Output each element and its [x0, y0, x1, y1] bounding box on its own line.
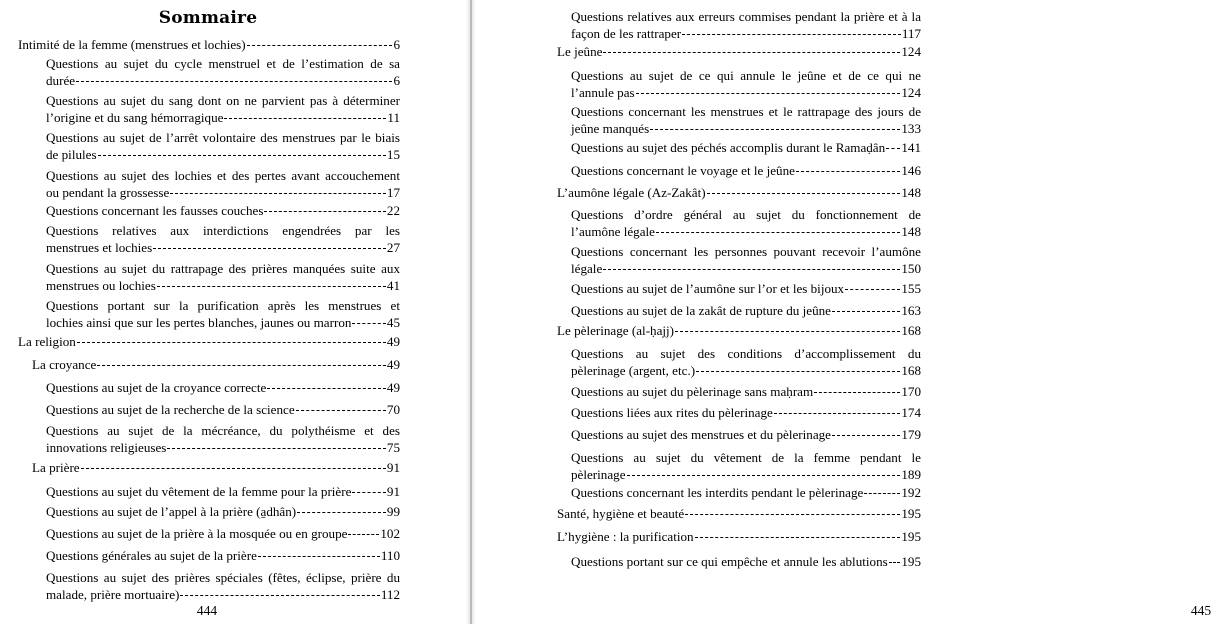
toc-page-number: 6 — [393, 37, 400, 52]
dot-leader — [180, 595, 379, 596]
toc-page-number: 174 — [901, 405, 921, 420]
toc-entry-line — [571, 8, 921, 25]
page-number-right: 445 — [1190, 603, 1212, 618]
toc-entry — [571, 243, 921, 277]
dot-leader — [267, 388, 386, 389]
toc-entry-line — [46, 260, 400, 277]
toc-entry — [46, 503, 400, 520]
dot-leader — [656, 232, 900, 233]
toc-page-number: 99 — [386, 504, 400, 519]
toc-entry — [46, 401, 400, 418]
toc-entry-line — [46, 277, 400, 294]
toc-entry-text: légale — [571, 261, 603, 276]
dot-leader — [682, 34, 901, 35]
dot-leader — [76, 81, 392, 82]
toc-page-number: 189 — [901, 467, 921, 482]
toc-entry-line — [557, 43, 921, 60]
toc-entry-text: Questions au sujet du sang dont on ne parvient pas à déterminer — [46, 93, 400, 108]
toc-entry — [46, 129, 400, 163]
toc-entry-line — [557, 528, 921, 545]
toc-page-number: 91 — [386, 460, 400, 475]
toc-page-number: 141 — [901, 140, 921, 155]
dot-leader — [796, 171, 900, 172]
toc-page-number: 163 — [901, 303, 921, 318]
toc-page-number: 41 — [386, 278, 400, 293]
toc-entry-line — [571, 103, 921, 120]
toc-entry-text: Questions au sujet de l’aumône sur l’or et les bijoux — [571, 281, 845, 296]
dot-leader — [98, 155, 386, 156]
toc-entry-text: Questions au sujet du rattrapage des prières manquées suite aux — [46, 261, 400, 276]
toc-page-number: 49 — [386, 357, 400, 372]
toc-entry — [46, 55, 400, 89]
dot-leader — [296, 410, 386, 411]
dot-leader — [889, 562, 901, 563]
toc-entry-text: Questions portant sur la purification après les menstrues et — [46, 298, 400, 313]
dot-leader — [832, 311, 900, 312]
toc-entry-line — [571, 25, 921, 42]
toc-entry-line — [571, 449, 921, 466]
toc-section-heading — [557, 43, 921, 60]
toc-entry-line — [571, 553, 921, 570]
toc-entry-line — [571, 383, 921, 400]
toc-entry-text: Questions liées aux rites du pèlerinage — [571, 405, 773, 420]
toc-entry-text: façon de les rattraper — [571, 26, 682, 41]
toc-entry-line — [46, 379, 400, 396]
toc-entry — [571, 383, 921, 400]
toc-entry-text: Questions au sujet de la recherche de la science — [46, 402, 295, 417]
dot-leader — [814, 392, 900, 393]
toc-entry-line — [46, 109, 400, 126]
toc-entry-line — [571, 345, 921, 362]
toc-entry-text: l’origine et du sang hémorragique — [46, 110, 224, 125]
toc-section-heading — [32, 356, 400, 373]
toc-entry — [46, 422, 400, 456]
toc-page-number: 45 — [386, 315, 400, 330]
toc-entry-line — [571, 120, 921, 137]
toc-page-number: 150 — [901, 261, 921, 276]
toc-page-number: 195 — [901, 554, 921, 569]
toc-entry-line — [46, 525, 400, 542]
toc-entry-text: lochies ainsi que sur les pertes blanches, jaunes ou marron — [46, 315, 352, 330]
toc-entry-text: Le pèlerinage (al-ḥajj) — [557, 323, 675, 338]
toc-entry-line — [571, 206, 921, 223]
toc-page-number: 27 — [386, 240, 400, 255]
toc-entry — [571, 162, 921, 179]
toc-entry-line — [46, 439, 400, 456]
toc-entry-line — [46, 92, 400, 109]
dot-leader — [153, 248, 386, 249]
toc-section-heading — [557, 184, 921, 201]
toc-entry-text: Questions d’ordre général au sujet du fonctionnement de — [571, 207, 921, 222]
toc-page-number: 49 — [386, 334, 400, 349]
toc-page-number: 17 — [386, 185, 400, 200]
toc-entry-line — [571, 302, 921, 319]
toc-entry — [571, 404, 921, 421]
toc-entry-text: Questions au sujet des conditions d’accomplissement du — [571, 346, 921, 361]
toc-page-number: 168 — [901, 323, 921, 338]
toc-page-number: 75 — [386, 440, 400, 455]
toc-section-heading — [557, 505, 921, 522]
toc-entry-text: Questions au sujet du vêtement de la femme pendant le — [571, 450, 921, 465]
toc-entry — [46, 222, 400, 256]
toc-entry — [571, 280, 921, 297]
toc-entry-text: Questions concernant les interdits pendant le pèlerinage — [571, 485, 864, 500]
toc-entry-line — [18, 36, 400, 53]
toc-entry — [571, 553, 921, 570]
toc-page-number: 110 — [380, 548, 400, 563]
toc-entry-text: Questions concernant les personnes pouvant recevoir l’aumône — [571, 244, 921, 259]
toc-section-heading — [18, 333, 400, 350]
toc-section-heading — [557, 528, 921, 545]
toc-entry-text: Santé, hygiène et beauté — [557, 506, 685, 521]
toc-entry-text: Le jeûne — [557, 44, 603, 59]
toc-entry-text: L’aumône légale (Az-Zakât) — [557, 185, 706, 200]
toc-entry-line — [46, 314, 400, 331]
toc-page-number: 117 — [901, 26, 921, 41]
page-title: Sommaire — [158, 8, 258, 28]
toc-entry-text: l’aumône légale — [571, 224, 655, 239]
toc-entry — [46, 525, 400, 542]
toc-entry-text: Intimité de la femme (menstrues et lochies) — [18, 37, 246, 52]
toc-entry-line — [571, 223, 921, 240]
toc-entry-text: Questions au sujet de la mécréance, du polythéisme et des — [46, 423, 400, 438]
toc-entry-text: de pilules — [46, 147, 97, 162]
toc-entry-line — [32, 459, 400, 476]
toc-entry-text: Questions au sujet de la prière à la mosquée ou en groupe — [46, 526, 348, 541]
toc-entry-line — [46, 129, 400, 146]
toc-entry-line — [571, 280, 921, 297]
toc-entry-text: Questions au sujet de l’arrêt volontaire des menstrues par le biais — [46, 130, 400, 145]
toc-entry-text: Questions concernant les fausses couches — [46, 203, 264, 218]
right-page — [475, 0, 1212, 624]
toc-entry-text: Questions concernant le voyage et le jeûne — [571, 163, 795, 178]
dot-leader — [636, 93, 901, 94]
toc-entry — [571, 484, 921, 501]
page-number-left: 444 — [196, 603, 218, 618]
toc-page-number: 133 — [901, 121, 921, 136]
dot-leader — [685, 514, 900, 515]
toc-entry-line — [46, 503, 400, 520]
toc-page-number: 168 — [901, 363, 921, 378]
toc-page-number: 148 — [901, 224, 921, 239]
toc-entry-text: Questions générales au sujet de la prière — [46, 548, 257, 563]
toc-entry-text: Questions au sujet des péchés accomplis durant le Ramaḍân — [571, 140, 886, 155]
toc-entry-line — [571, 466, 921, 483]
dot-leader — [352, 323, 385, 324]
dot-leader — [603, 52, 900, 53]
toc-entry-text: Questions au sujet de l’appel à la prière (a̱dhân) — [46, 504, 297, 519]
toc-entry-text: ou pendant la grossesse — [46, 185, 170, 200]
toc-entry-text: Questions au sujet de la croyance correcte — [46, 380, 267, 395]
toc-entry-line — [557, 184, 921, 201]
toc-page-number: 70 — [386, 402, 400, 417]
toc-entry-text: menstrues et lochies — [46, 240, 153, 255]
toc-entry-line — [18, 333, 400, 350]
toc-entry-line — [46, 55, 400, 72]
toc-entry-line — [46, 202, 400, 219]
dot-leader — [77, 342, 386, 343]
toc-entry-text: La croyance — [32, 357, 97, 372]
toc-entry-text: L’hygiène : la purification — [557, 529, 694, 544]
dot-leader — [707, 193, 901, 194]
toc-entry-text: pèlerinage — [571, 467, 626, 482]
toc-page-number: 124 — [901, 85, 921, 100]
toc-entry — [46, 92, 400, 126]
toc-page-number: 11 — [387, 110, 400, 125]
toc-section-heading — [32, 459, 400, 476]
dot-leader — [627, 475, 901, 476]
toc-page-number: 124 — [901, 44, 921, 59]
toc-entry — [46, 297, 400, 331]
toc-entry-line — [46, 569, 400, 586]
toc-entry-text: Questions portant sur ce qui empêche et annule les ablutions — [571, 554, 888, 569]
toc-entry-text: durée — [46, 73, 76, 88]
toc-entry-line — [571, 243, 921, 260]
toc-entry — [571, 206, 921, 240]
dot-leader — [167, 448, 386, 449]
toc-entry — [46, 167, 400, 201]
toc-entry-line — [571, 426, 921, 443]
dot-leader — [97, 365, 386, 366]
dot-leader — [348, 534, 379, 535]
dot-leader — [297, 512, 386, 513]
dot-leader — [774, 413, 901, 414]
dot-leader — [258, 556, 380, 557]
toc-entry — [46, 569, 400, 603]
toc-entry-line — [46, 184, 400, 201]
toc-page-number: 49 — [386, 380, 400, 395]
toc-entry-line — [32, 356, 400, 373]
toc-entry-line — [46, 239, 400, 256]
toc-entry-text: Questions concernant les menstrues et le rattrapage des jours de — [571, 104, 921, 119]
toc-entry-text: La prière — [32, 460, 80, 475]
toc-page-number: 6 — [393, 73, 400, 88]
toc-entry — [571, 67, 921, 101]
toc-entry-text: Questions au sujet des menstrues et du pèlerinage — [571, 427, 831, 442]
toc-page-number: 179 — [901, 427, 921, 442]
toc-entry-text: menstrues ou lochies — [46, 278, 156, 293]
toc-page-number: 148 — [901, 185, 921, 200]
dot-leader — [264, 211, 385, 212]
dot-leader — [224, 118, 386, 119]
dot-leader — [832, 435, 900, 436]
toc-entry-text: jeûne manqués — [571, 121, 650, 136]
toc-entry-text: Questions au sujet de ce qui annule le jeûne et de ce qui ne — [571, 68, 921, 83]
toc-page-number: 195 — [901, 529, 921, 544]
toc-entry-line — [571, 84, 921, 101]
toc-entry — [571, 139, 921, 156]
dot-leader — [352, 492, 385, 493]
toc-entry-line — [571, 162, 921, 179]
toc-entry — [571, 426, 921, 443]
toc-entry — [46, 379, 400, 396]
toc-entry-line — [571, 67, 921, 84]
toc-entry-text: Questions au sujet du vêtement de la femme pour la prière — [46, 484, 352, 499]
dot-leader — [603, 269, 900, 270]
dot-leader — [886, 148, 900, 149]
toc-entry — [46, 483, 400, 500]
toc-entry-text: l’annule pas — [571, 85, 635, 100]
toc-entry — [46, 202, 400, 219]
toc-entry-line — [571, 404, 921, 421]
toc-page-number: 155 — [901, 281, 921, 296]
toc-entry-text: malade, prière mortuaire) — [46, 587, 180, 602]
dot-leader — [675, 331, 900, 332]
toc-entry-line — [46, 547, 400, 564]
toc-entry-line — [557, 322, 921, 339]
toc-entry-line — [46, 422, 400, 439]
dot-leader — [247, 45, 393, 46]
toc-entry — [571, 8, 921, 42]
toc-entry-text: Questions au sujet du cycle menstruel et de l’estimation de sa — [46, 56, 400, 71]
toc-section-heading — [557, 322, 921, 339]
toc-page-number: 170 — [901, 384, 921, 399]
toc-entry-line — [46, 401, 400, 418]
toc-entry-line — [557, 505, 921, 522]
toc-entry-text: pèlerinage (argent, etc.) — [571, 363, 696, 378]
toc-entry-text: Questions au sujet des lochies et des pertes avant accouchement — [46, 168, 400, 183]
toc-page-number: 102 — [380, 526, 400, 541]
toc-entry — [571, 103, 921, 137]
left-page — [0, 0, 468, 624]
toc-entry-line — [571, 484, 921, 501]
toc-page-number: 195 — [901, 506, 921, 521]
toc-entry-line — [46, 72, 400, 89]
toc-entry — [571, 345, 921, 379]
toc-entry-line — [46, 297, 400, 314]
toc-page-number: 192 — [901, 485, 921, 500]
dot-leader — [864, 493, 900, 494]
toc-entry-text: Questions au sujet du pèlerinage sans maḥram — [571, 384, 814, 399]
dot-leader — [695, 537, 901, 538]
toc-entry-text: Questions au sujet des prières spéciales (fêtes, éclipse, prière du — [46, 570, 400, 585]
toc-entry-line — [46, 146, 400, 163]
toc-entry-line — [46, 483, 400, 500]
toc-entry-line — [571, 260, 921, 277]
toc-entry-text: Questions relatives aux erreurs commises pendant la prière et à la — [571, 9, 921, 24]
toc-entry — [571, 302, 921, 319]
toc-entry-line — [46, 222, 400, 239]
toc-entry — [571, 449, 921, 483]
toc-entry — [46, 547, 400, 564]
toc-section-heading — [18, 36, 400, 53]
dot-leader — [81, 468, 386, 469]
toc-entry-text: Questions relatives aux interdictions engendrées par les — [46, 223, 400, 238]
toc-entry-text: innovations religieuses — [46, 440, 167, 455]
toc-entry-text: Questions au sujet de la zakât de rupture du jeûne — [571, 303, 831, 318]
toc-entry-line — [571, 139, 921, 156]
toc-page-number: 22 — [386, 203, 400, 218]
dot-leader — [157, 286, 386, 287]
toc-page-number: 91 — [386, 484, 400, 499]
toc-entry-text: La religion — [18, 334, 76, 349]
toc-entry-line — [46, 167, 400, 184]
toc-page-number: 146 — [901, 163, 921, 178]
dot-leader — [696, 371, 900, 372]
toc-entry — [46, 260, 400, 294]
dot-leader — [650, 129, 900, 130]
toc-page-number: 112 — [380, 587, 400, 602]
dot-leader — [170, 193, 386, 194]
toc-page-number: 15 — [386, 147, 400, 162]
toc-entry-line — [46, 586, 400, 603]
toc-entry-line — [571, 362, 921, 379]
dot-leader — [845, 289, 900, 290]
